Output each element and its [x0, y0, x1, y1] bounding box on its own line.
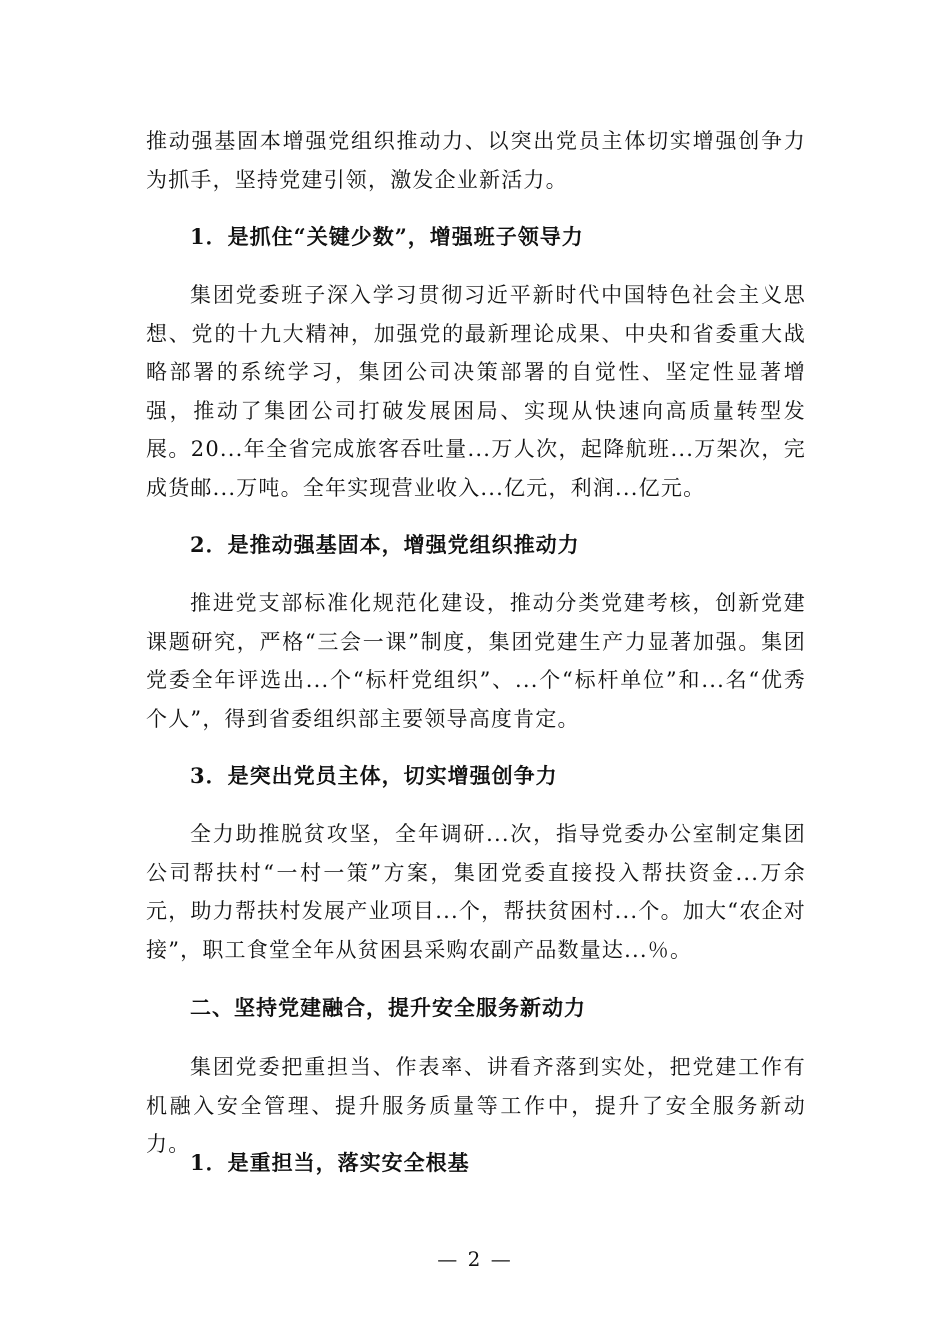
heading-key-minority: 1．是抓住“关键少数”，增强班子领导力 [190, 224, 584, 249]
paragraph-party-branch: 推进党支部标准化规范化建设，推动分类党建考核，创新党建课题研究，严格“三会一课”制度，集团党建生产力显著加强。集团党委全年评选出...个“标杆党组织”、...个“标杆单位”和...名“优秀个人”，得到省委组织部主要领导高度肯定。 [146, 591, 806, 731]
paragraph-intro-continuation: 推动强基固本增强党组织推动力、以突出党员主体切实增强创争力为抓手，坚持党建引领，激发企业新活力。 [146, 129, 806, 192]
page-number: — 2 — [437, 1247, 513, 1271]
heading-section-two: 二、坚持党建融合，提升安全服务新动力 [190, 995, 586, 1020]
heading-party-members: 3．是突出党员主体，切实增强创争力 [190, 763, 558, 788]
heading-party-organization: 2．是推动强基固本，增强党组织推动力 [190, 532, 580, 557]
heading-safety-foundation: 1．是重担当，落实安全根基 [190, 1150, 470, 1175]
paragraph-leadership: 集团党委班子深入学习贯彻习近平新时代中国特色社会主义思想、党的十九大精神，加强党的最新理论成果、中央和省委重大战略部署的系统学习，集团公司决策部署的自觉性、坚定性显著增强，推动了集团公司打破发展困局、实现从快速向高质量转型发展。20...年全省完成旅客吞吐量...万人次，起降航班...万架次，完成货邮...万吨。全年实现营业收入...亿元，利润...亿元。 [146, 283, 806, 500]
paragraph-poverty-alleviation: 全力助推脱贫攻坚，全年调研...次，指导党委办公室制定集团公司帮扶村“一村一策”方案，集团党委直接投入帮扶资金...万余元，助力帮扶村发展产业项目...个，帮扶贫困村...个。加大“农企对接”，职工食堂全年从贫困县采购农副产品数量达...％。 [146, 822, 806, 962]
paragraph-safety-service: 集团党委把重担当、作表率、讲看齐落到实处，把党建工作有机融入安全管理、提升服务质量等工作中，提升了安全服务新动力。 [146, 1055, 806, 1156]
